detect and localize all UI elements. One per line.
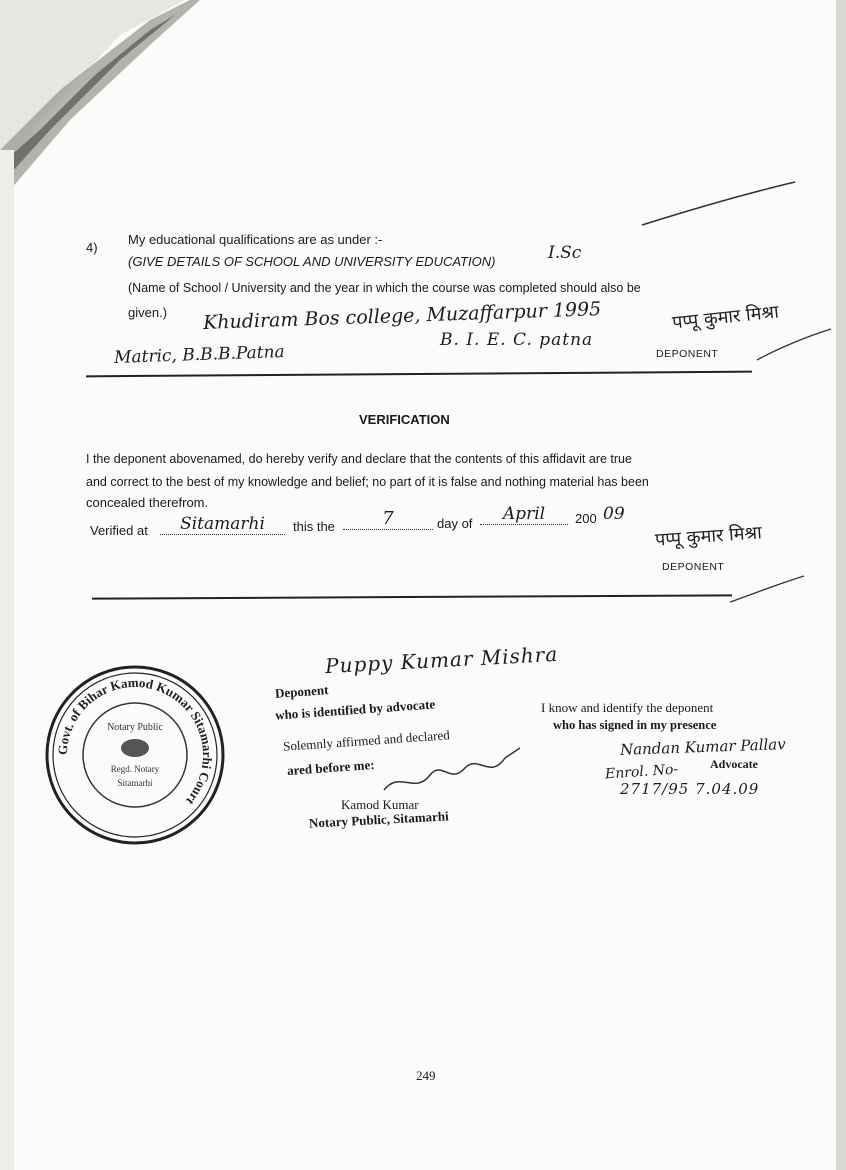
qualifications-instruction: (GIVE DETAILS OF SCHOOL AND UNIVERSITY EDUCATION) xyxy=(128,254,496,269)
verified-at-label: Verified at xyxy=(90,523,148,538)
notary-signature-scrawl xyxy=(380,740,530,800)
english-signature: Puppy Kumar Mishra xyxy=(324,641,559,679)
page-number: 249 xyxy=(416,1068,436,1083)
advocate-signature: Nandan Kumar Pallav xyxy=(619,735,786,759)
separator-2 xyxy=(92,594,732,599)
this-the-label: this the xyxy=(293,519,335,534)
stamp-line3: Solemnly affirmed and declared xyxy=(282,727,451,754)
verified-place: Sitamarhi xyxy=(160,514,285,535)
verification-heading: VERIFICATION xyxy=(359,412,450,427)
emblem-icon xyxy=(121,739,149,757)
handwritten-matric: Matric, B.B.B.Patna xyxy=(113,342,285,368)
pen-stroke xyxy=(640,180,800,230)
verification-line3: concealed therefrom. xyxy=(86,495,209,510)
item-number: 4) xyxy=(86,240,98,255)
day-of-label: day of xyxy=(437,516,473,531)
stamp-advocate-label: Advocate xyxy=(710,757,758,771)
seal-inner-line2: Regd. Notary xyxy=(110,764,160,774)
handwritten-isc-board: B. I. E. C. patna xyxy=(440,330,594,350)
qualifications-heading: My educational qualifications are as under :- xyxy=(128,232,383,247)
stamp-line4: ared before me: xyxy=(286,756,375,779)
stamp-line1: Deponent xyxy=(274,682,329,701)
handwritten-college: Khudiram Bos college, Muzaffarpur 1995 xyxy=(202,298,602,334)
seal-inner-line1: Notary Public xyxy=(107,722,163,733)
verified-year-suffix: 09 xyxy=(603,504,625,524)
year-prefix: 200 xyxy=(575,511,597,526)
seal-ring-text: Govt. of Bihar Kamod Kumar Sitamarhi Court xyxy=(54,674,216,809)
enrolment-label: Enrol. No- xyxy=(604,761,679,783)
enrolment-details: 2717/95 7.04.09 xyxy=(620,780,760,798)
stamp-right-line1: I know and identify the deponent xyxy=(541,700,714,715)
verified-month: April xyxy=(480,504,568,525)
stamp-line2: who is identified by advocate xyxy=(274,696,436,723)
stamp-name: Kamod Kumar xyxy=(341,797,419,812)
stamp-right-line2: who has signed in my presence xyxy=(553,718,717,732)
hindi-signature-1: पप्पू कुमार मिश्रा xyxy=(671,301,780,334)
stamp-title: Notary Public, Sitamarhi xyxy=(308,808,450,831)
deponent-label-1: DEPONENT xyxy=(656,348,719,360)
qualifications-note-line1: (Name of School / University and the year in which the course was completed should also be xyxy=(128,281,641,295)
qualifications-note-line2: given.) xyxy=(128,305,168,320)
verified-day: 7 xyxy=(343,508,433,530)
signature-flourish xyxy=(755,325,835,365)
pen-stroke-2 xyxy=(728,572,808,607)
handwritten-isc: I.Sc xyxy=(548,243,582,263)
seal-inner-line3: Sitamarhi xyxy=(117,778,153,788)
verification-line1: I the deponent abovenamed, do hereby verify and declare that the contents of this affidavit are true xyxy=(86,452,632,466)
separator-1 xyxy=(86,371,752,378)
deponent-label-2: DEPONENT xyxy=(662,561,725,573)
hindi-signature-2: पप्पू कुमार मिश्रा xyxy=(654,522,763,551)
notary-seal xyxy=(40,660,230,850)
verification-line2: and correct to the best of my knowledge and belief; no part of it is false and nothing material has been xyxy=(86,475,649,489)
